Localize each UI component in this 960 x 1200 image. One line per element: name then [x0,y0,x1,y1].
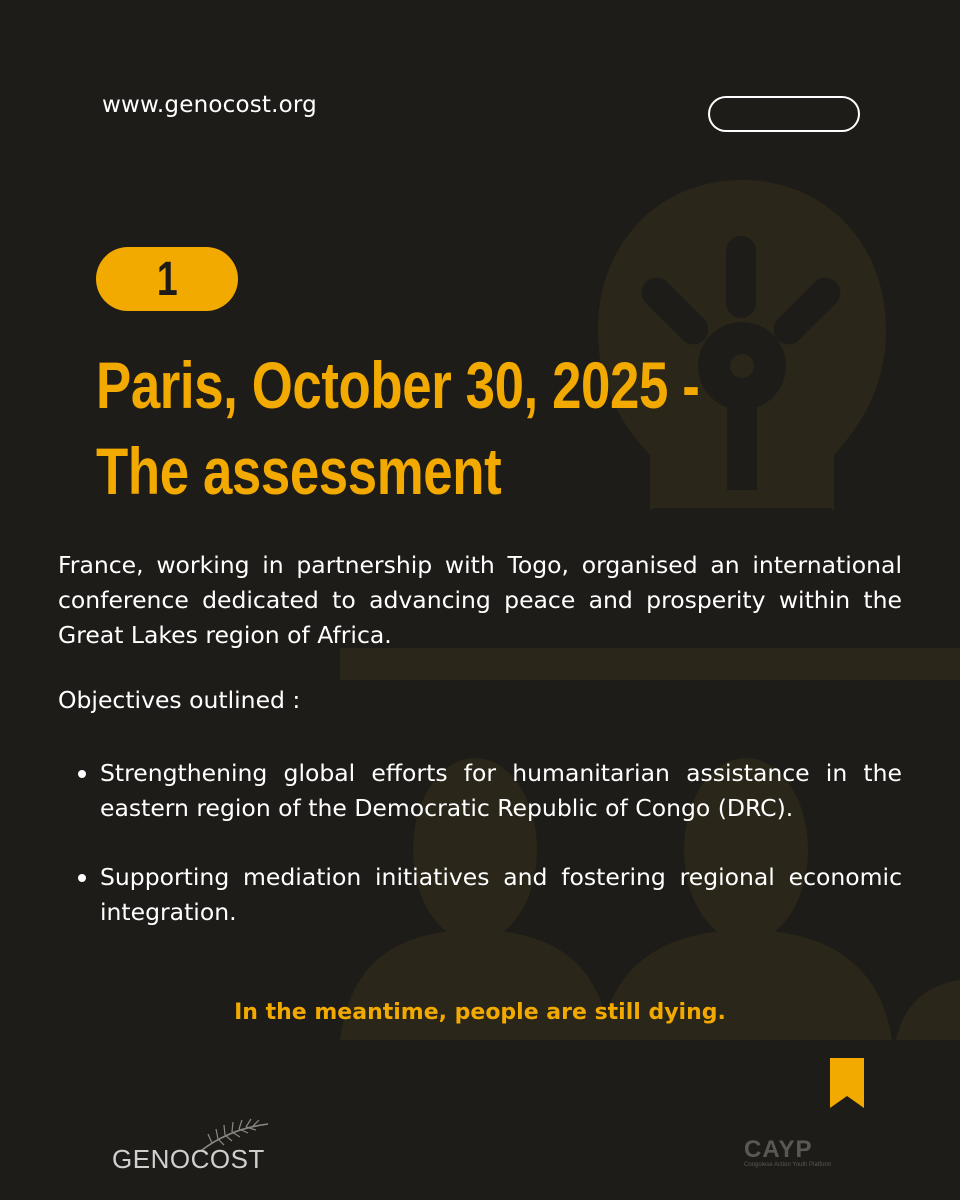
list-item [78,756,902,826]
cayp-logo-subtitle: Congolese Action Youth Platform [744,1162,832,1168]
objectives-label: Objectives outlined : [58,686,301,714]
outline-pill [708,96,860,132]
bookmark-icon[interactable] [830,1058,864,1108]
bullet-icon [78,770,86,778]
title-line-2: The assessment [96,434,502,508]
tagline: In the meantime, people are still dying. [234,1000,726,1025]
list-item-text: Supporting mediation initiatives and fostering regional economic integration. [100,863,902,926]
objectives-list [78,756,902,964]
list-item [78,860,902,930]
badge-number: 1 [156,252,178,306]
bullet-icon [78,874,86,882]
title-line-1: Paris, October 30, 2025 - [96,348,700,422]
cayp-logo [744,1138,854,1178]
list-item-text: Strengthening global efforts for humanitarian assistance in the eastern region of the Democratic Republic of Congo (DRC). [100,759,902,822]
website-url[interactable]: www.genocost.org [102,92,317,118]
genocost-logo-text: GENOCOST [112,1144,265,1174]
cayp-logo-text: CAYP [744,1136,813,1163]
page-title [96,342,704,514]
intro-paragraph [58,548,902,653]
intro-text: France, working in partnership with Togo, organised an international conference dedicated to advancing peace and prosperity within the Great Lakes region of Africa. [58,551,902,649]
number-badge [96,247,238,311]
genocost-logo [112,1118,272,1178]
